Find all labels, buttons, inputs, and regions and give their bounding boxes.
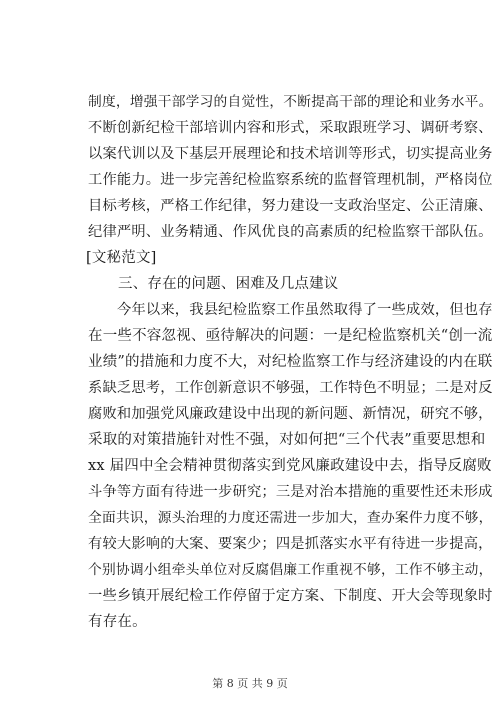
source-tag: [文秘范文] — [86, 250, 157, 266]
body-text-line: 纪律严明、业务精通、作风优良的高素质的纪检监察干部队伍。 — [88, 224, 493, 240]
body-text-line: 不断创新纪检干部培训内容和形式，采取跟班学习、调研考察、 — [88, 120, 493, 136]
body-text-line: 全面共识，源头治理的力度还需进一步加大，查办案件力度不够， — [88, 510, 493, 526]
body-text-line: 采取的对策措施针对性不强，对如何把“三个代表”重要思想和 — [88, 432, 486, 448]
body-text-line: 斗争等方面有待进一步研究；三是对治本措施的重要性还未形成 — [88, 484, 493, 500]
section-heading: 三、存在的问题、困难及几点建议 — [118, 276, 339, 292]
body-text-line: xx 届四中全会精神贯彻落实到党风廉政建设中去，指导反腐败 — [88, 458, 492, 474]
body-text-line: 腐败和加强党风廉政建设中出现的新问题、新情况，研究不够， — [88, 406, 493, 422]
body-text-line: 业绩”的措施和力度不大，对纪检监察工作与经济建设的内在联 — [88, 354, 493, 370]
body-text-line: 工作能力。进一步完善纪检监察系统的监督管理机制，严格岗位 — [88, 172, 493, 188]
body-text-line: 目标考核，严格工作纪律，努力建设一支政治坚定、公正清廉、 — [88, 198, 493, 214]
body-text-line: 有较大影响的大案、要案少；四是抓落实水平有待进一步提高， — [88, 536, 493, 552]
paragraph-first-line: 今年以来，我县纪检监察工作虽然取得了一些成效，但也存 — [117, 302, 493, 318]
body-text-line: 一些乡镇开展纪检工作停留于定方案、下制度、开大会等现象时 — [88, 588, 493, 604]
page-number-footer: 第 8 页 共 9 页 — [212, 677, 288, 690]
body-text-line: 系缺乏思考，工作创新意识不够强，工作特色不明显；二是对反 — [88, 380, 493, 396]
body-text-line: 制度，增强干部学习的自觉性，不断提高干部的理论和业务水平。 — [88, 94, 493, 110]
body-text-line: 在一些不容忽视、亟待解决的问题：一是纪检监察机关“创一流 — [88, 328, 493, 344]
body-text-line: 以案代训以及下基层开展理论和技术培训等形式，切实提高业务 — [88, 146, 493, 162]
body-text-line: 有存在。 — [88, 614, 147, 630]
body-text-line: 个别协调小组牵头单位对反腐倡廉工作重视不够，工作不够主动， — [88, 562, 493, 578]
